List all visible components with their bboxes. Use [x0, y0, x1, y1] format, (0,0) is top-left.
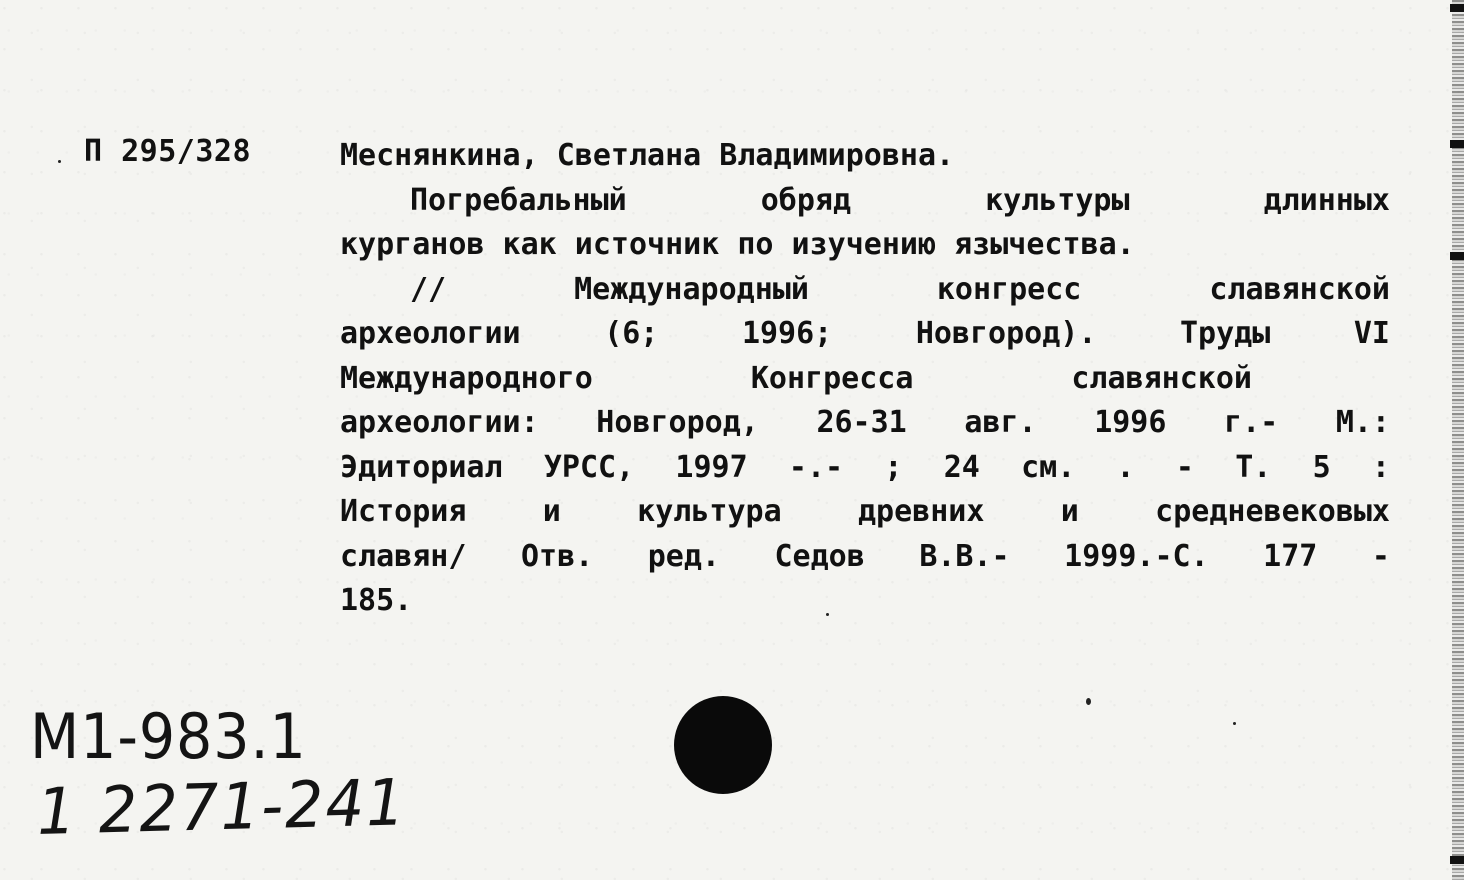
word: Отв.: [520, 538, 594, 574]
bibliographic-entry: [340, 134, 1390, 624]
word: УРСС,: [543, 449, 635, 485]
word: Погребальный: [410, 182, 627, 218]
handwritten-inventory-number: 1 2271-241: [36, 766, 408, 850]
word: Международный: [574, 271, 809, 307]
word: Новгород,: [596, 405, 759, 440]
word: ;: [884, 449, 903, 485]
dust-speck: [1086, 698, 1091, 705]
shelfmark: П 295/328: [84, 134, 252, 169]
source-line: [340, 535, 1390, 580]
word: ред.: [647, 538, 720, 574]
title-line: курганов как источник по изучению язычества.: [340, 227, 1135, 262]
word: -: [1371, 538, 1390, 574]
word: Труды: [1180, 316, 1271, 351]
word: авг.: [964, 405, 1037, 440]
word: 1996: [1094, 405, 1167, 440]
dust-speck: [1233, 722, 1236, 725]
title-line: [340, 179, 1390, 224]
card-edge-mark: [1450, 856, 1464, 864]
word: История: [340, 494, 467, 529]
author-line: Меснянкина, Светлана Владимировна.: [340, 138, 955, 173]
handwritten-call-number: М1-983.1: [30, 700, 307, 773]
dust-speck: [58, 160, 61, 163]
word: средневековых: [1155, 494, 1390, 529]
word: Новгород).: [915, 316, 1097, 351]
word: Т.: [1235, 449, 1272, 485]
word: длинных: [1263, 182, 1390, 218]
word: В.В.-: [919, 538, 1010, 574]
card-edge-scan-artifact: [1452, 0, 1464, 880]
word: М.:: [1335, 405, 1390, 440]
card-edge-mark: [1450, 140, 1464, 148]
word: -.-: [788, 449, 844, 485]
word: древних: [857, 494, 985, 529]
word: культуры: [985, 182, 1130, 218]
word: славянской: [1209, 271, 1390, 307]
word: 26-31: [816, 405, 907, 440]
word: археологии:: [340, 405, 539, 440]
word: славян/: [340, 538, 467, 574]
word: и: [1060, 494, 1079, 529]
word: Международного: [340, 360, 593, 396]
word: Эдиториал: [340, 449, 503, 485]
word: культура: [637, 494, 782, 529]
card-edge-mark: [1450, 252, 1464, 260]
word: и: [542, 494, 561, 529]
source-line: 185.: [340, 583, 413, 618]
word: 177: [1263, 538, 1318, 574]
word: обряд: [760, 182, 852, 218]
card-edge-mark: [1450, 4, 1464, 12]
card-punch-hole: [674, 696, 772, 794]
word: см.: [1021, 449, 1076, 485]
source-line: [340, 490, 1390, 535]
word: 24: [943, 449, 980, 485]
word: 1996;: [741, 316, 833, 351]
source-line: [340, 312, 1390, 357]
word: Конгресса: [750, 360, 914, 396]
word: 1999.-С.: [1064, 538, 1209, 574]
dust-speck: [826, 613, 829, 616]
word: (6;: [604, 316, 659, 351]
word: 1997: [675, 449, 748, 485]
word: -: [1175, 449, 1194, 485]
word: .: [1116, 449, 1135, 485]
source-line: [340, 401, 1390, 446]
word: археологии: [340, 316, 521, 351]
word: конгресс: [936, 271, 1082, 307]
word: 5: [1312, 449, 1331, 485]
word: славянской: [1071, 360, 1252, 396]
source-line: [340, 268, 1390, 313]
word: VI: [1353, 316, 1390, 351]
source-line: [340, 357, 1252, 402]
word: Седов: [774, 538, 865, 574]
word: //: [410, 271, 447, 307]
word: г.-: [1224, 405, 1279, 440]
source-line: [340, 446, 1390, 491]
word: :: [1371, 449, 1390, 485]
